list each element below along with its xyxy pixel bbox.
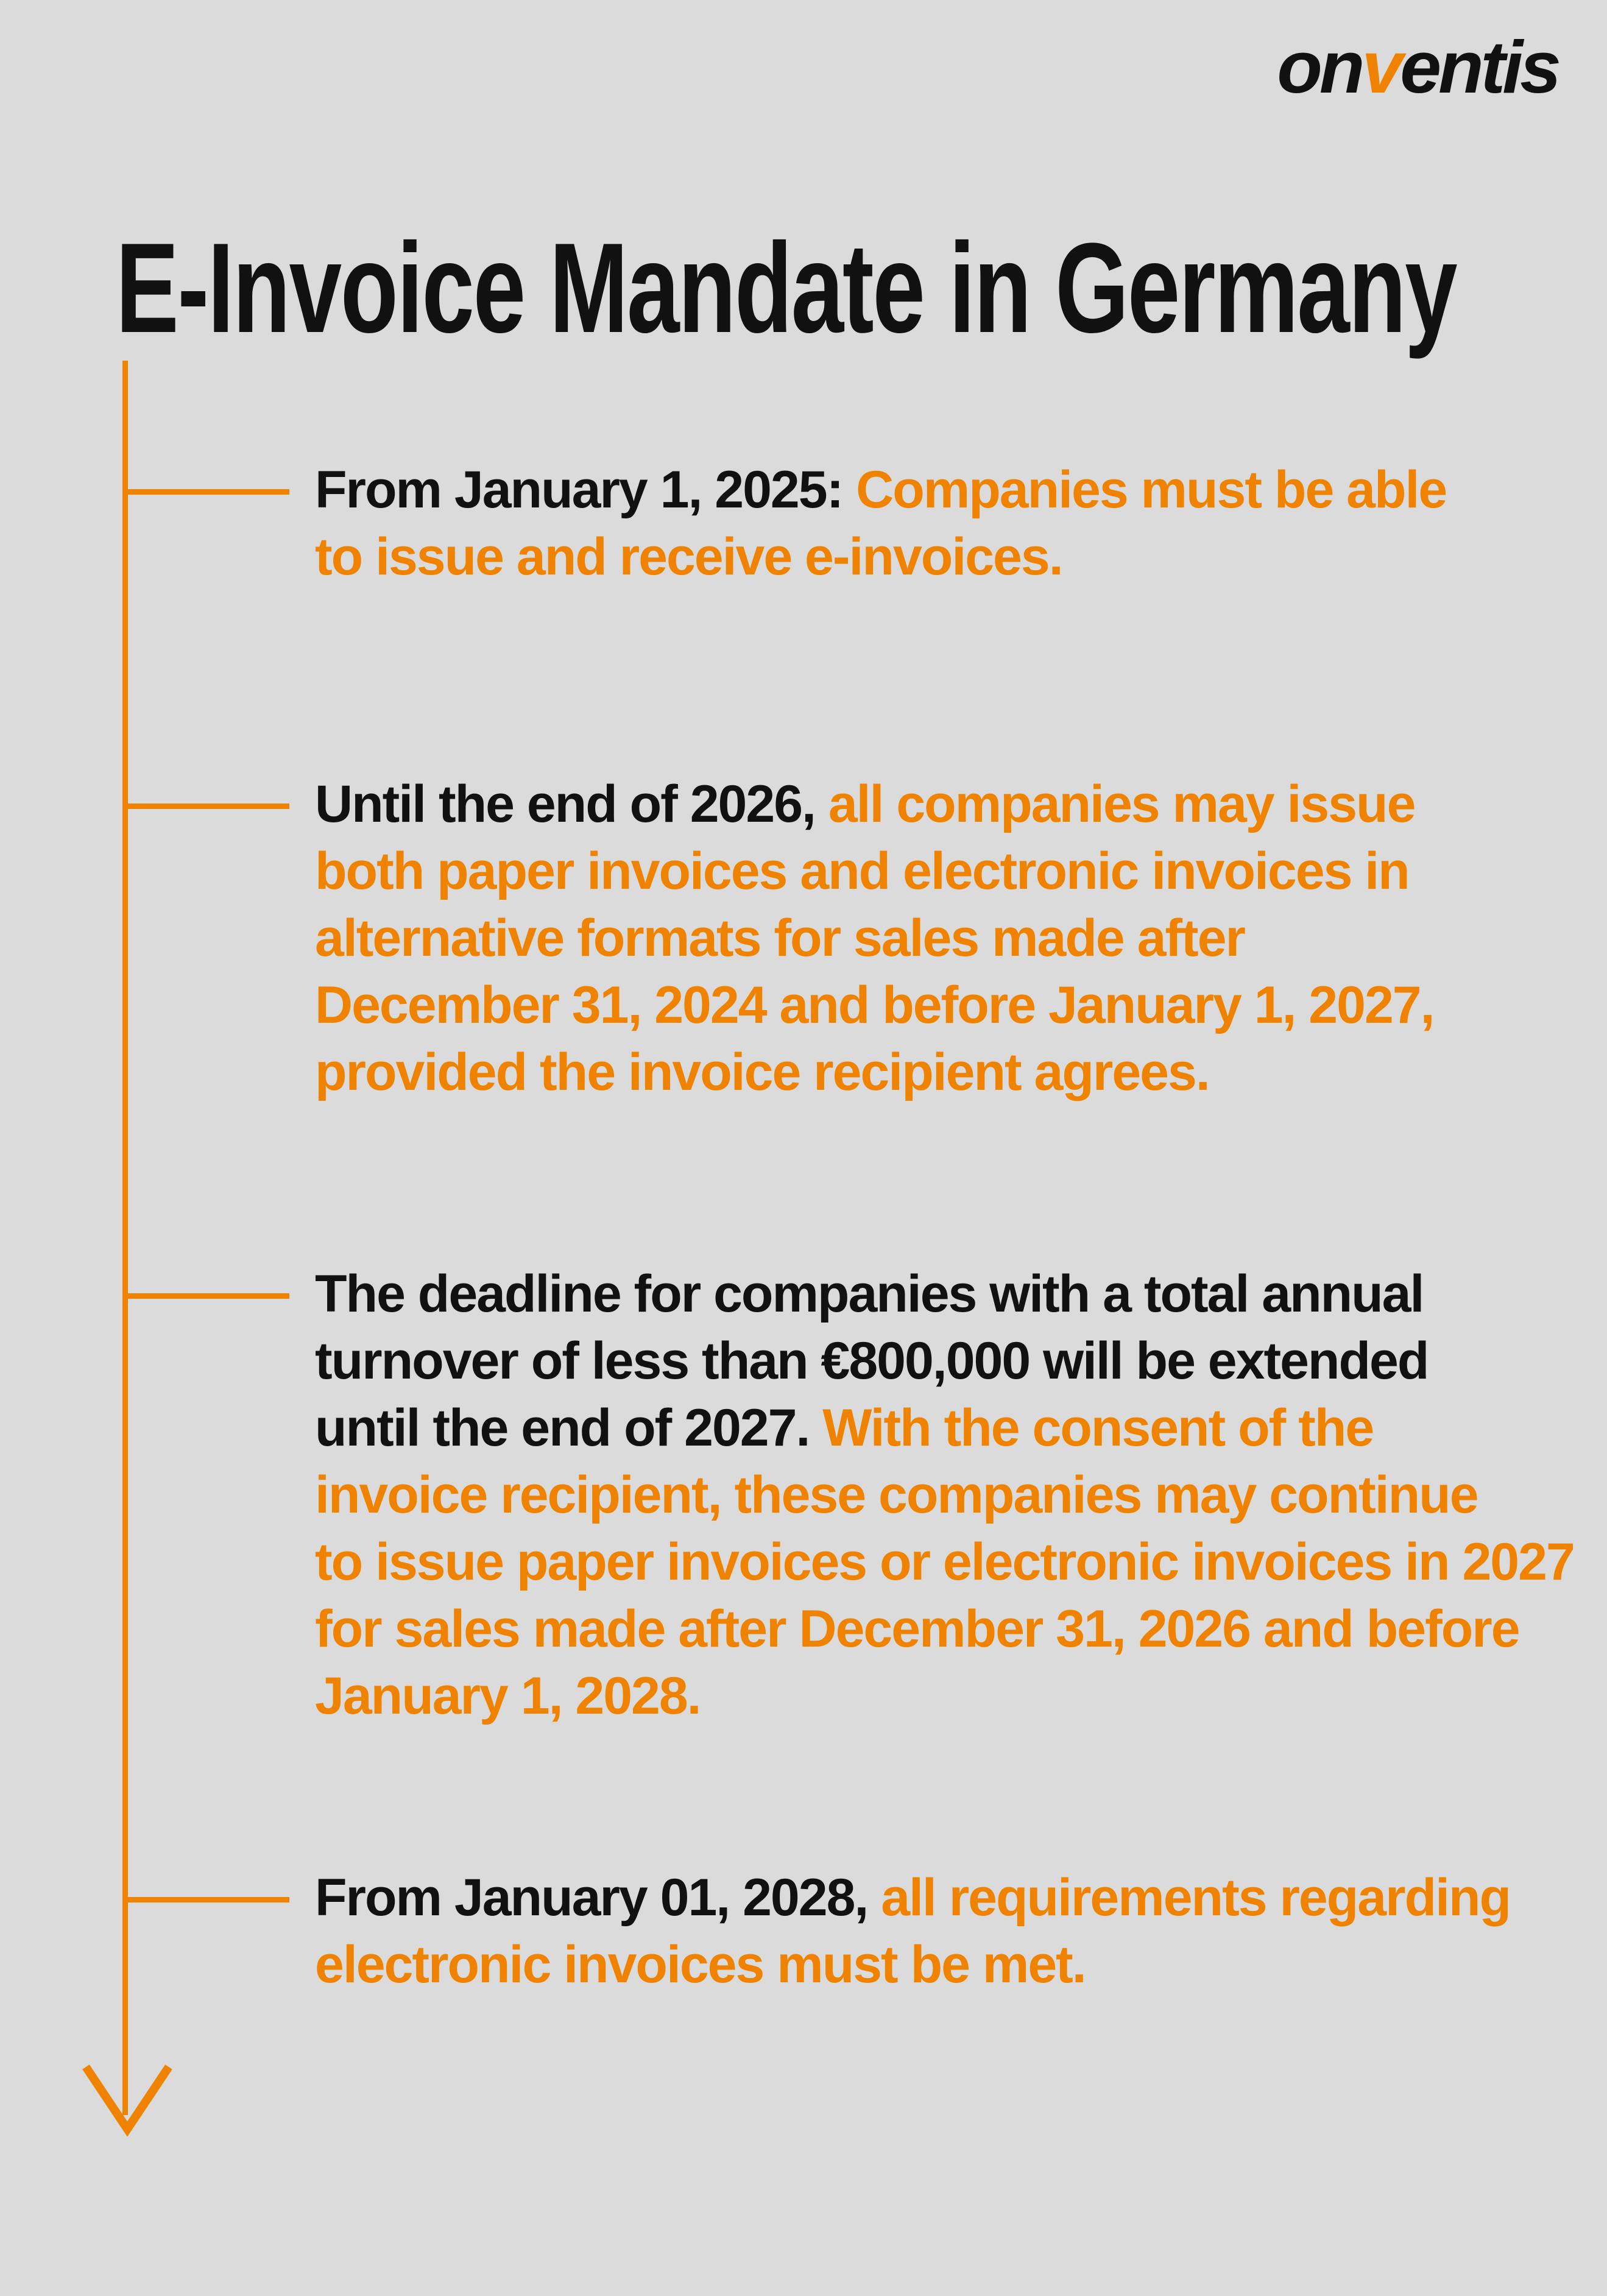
- timeline-item-line: [315, 1394, 1576, 1461]
- timeline-item-line: [315, 1260, 1576, 1327]
- text-segment: to issue paper invoices or electronic invoices in 2027: [315, 1533, 1574, 1591]
- timeline-item-line: [315, 905, 1576, 972]
- text-segment: all requirements regarding: [881, 1868, 1511, 1927]
- timeline-item-line: [315, 1662, 1576, 1729]
- text-segment: to issue and receive e-invoices.: [315, 528, 1062, 586]
- timeline-item-3: [315, 1260, 1576, 1729]
- timeline-item-line: [315, 456, 1576, 523]
- text-segment: both paper invoices and electronic invoices in: [315, 842, 1409, 900]
- text-segment: until the end of 2027.: [315, 1399, 823, 1457]
- timeline-item-line: [315, 972, 1576, 1039]
- timeline-item-line: [315, 838, 1576, 905]
- logo-segment-after: entis: [1400, 26, 1558, 108]
- text-segment: provided the invoice recipient agrees.: [315, 1043, 1209, 1101]
- timeline-item-1: [315, 456, 1576, 590]
- timeline-item-2: [315, 771, 1576, 1106]
- text-segment: turnover of less than €800,000 will be extended: [315, 1332, 1429, 1390]
- timeline-connector-4: [122, 1897, 289, 1902]
- timeline-item-line: [315, 1864, 1576, 1931]
- timeline-item-line: [315, 1327, 1576, 1394]
- timeline-item-4: [315, 1864, 1576, 1998]
- timeline-item-line: [315, 1039, 1576, 1106]
- text-segment: Companies must be able: [856, 461, 1447, 519]
- timeline-connector-2: [122, 804, 289, 809]
- text-segment: From January 01, 2028,: [315, 1868, 881, 1927]
- text-segment: January 1, 2028.: [315, 1667, 701, 1725]
- page-title: E-Invoice Mandate in Germany: [116, 216, 1457, 359]
- timeline-item-line: [315, 771, 1576, 838]
- timeline-item-line: [315, 1931, 1576, 1998]
- logo-accent-letter: v: [1362, 26, 1400, 108]
- timeline-item-line: [315, 523, 1576, 590]
- text-segment: With the consent of the: [822, 1399, 1374, 1457]
- timeline-connector-3: [122, 1293, 289, 1299]
- timeline-item-line: [315, 1595, 1576, 1662]
- arrow-down-icon: [81, 2061, 174, 2136]
- timeline-item-line: [315, 1528, 1576, 1595]
- text-segment: electronic invoices must be met.: [315, 1935, 1086, 1994]
- onventis-logo: [1277, 24, 1558, 110]
- text-segment: Until the end of 2026,: [315, 775, 828, 833]
- timeline-item-line: [315, 1461, 1576, 1528]
- timeline-connector-1: [122, 489, 289, 495]
- text-segment: alternative formats for sales made after: [315, 909, 1245, 967]
- text-segment: From January 1, 2025:: [315, 461, 856, 519]
- text-segment: for sales made after December 31, 2026 and before: [315, 1600, 1519, 1658]
- timeline-axis-line: [122, 361, 128, 2115]
- text-segment: December 31, 2024 and before January 1, 2027,: [315, 976, 1434, 1034]
- text-segment: all companies may issue: [828, 775, 1415, 833]
- text-segment: The deadline for companies with a total annual: [315, 1265, 1424, 1323]
- logo-segment-before: on: [1277, 26, 1362, 108]
- text-segment: invoice recipient, these companies may continue: [315, 1466, 1478, 1524]
